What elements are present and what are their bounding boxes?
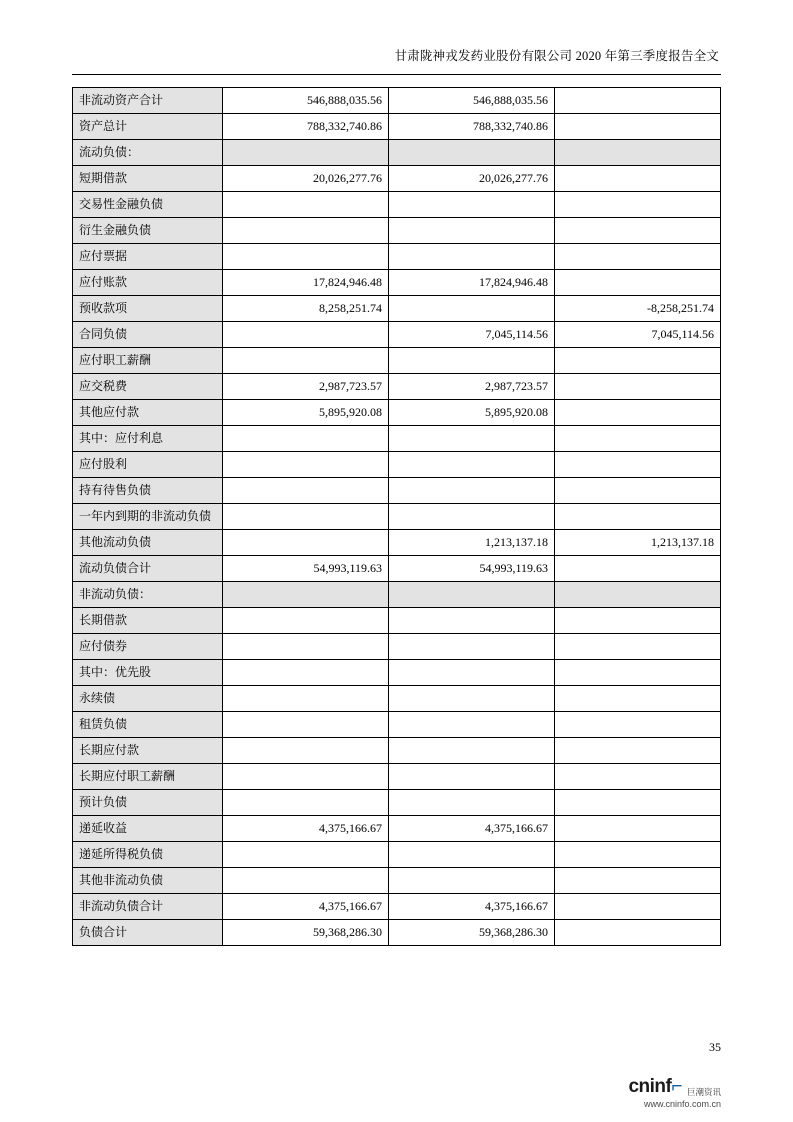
table-row <box>73 659 721 685</box>
row-value-4 <box>555 87 721 113</box>
row-value-2 <box>223 737 389 763</box>
row-value-4 <box>555 581 721 607</box>
footer-brand <box>628 1076 721 1109</box>
row-value-4 <box>555 789 721 815</box>
row-value-2 <box>223 347 389 373</box>
row-label: 衍生金融负债 <box>73 217 223 243</box>
row-value-3: 788,332,740.86 <box>389 113 555 139</box>
row-value-4 <box>555 165 721 191</box>
row-value-4 <box>555 633 721 659</box>
row-label: 其他流动负债 <box>73 529 223 555</box>
row-value-3: 20,026,277.76 <box>389 165 555 191</box>
table-row <box>73 87 721 113</box>
table-row <box>73 789 721 815</box>
table-row <box>73 165 721 191</box>
row-value-2: 20,026,277.76 <box>223 165 389 191</box>
row-value-4 <box>555 763 721 789</box>
row-value-3 <box>389 477 555 503</box>
row-value-3 <box>389 139 555 165</box>
row-value-3: 4,375,166.67 <box>389 815 555 841</box>
row-value-2 <box>223 191 389 217</box>
row-value-4 <box>555 477 721 503</box>
row-value-3 <box>389 789 555 815</box>
table-row <box>73 555 721 581</box>
row-value-2: 788,332,740.86 <box>223 113 389 139</box>
row-label: 长期应付职工薪酬 <box>73 763 223 789</box>
row-value-2 <box>223 321 389 347</box>
row-value-2: 8,258,251.74 <box>223 295 389 321</box>
row-value-3 <box>389 659 555 685</box>
row-value-2 <box>223 841 389 867</box>
row-label: 预收款项 <box>73 295 223 321</box>
page-header <box>72 0 721 70</box>
table-row <box>73 347 721 373</box>
brand-url: www.cninfo.com.cn <box>643 1098 721 1109</box>
table-row <box>73 503 721 529</box>
row-value-2 <box>223 685 389 711</box>
table-row <box>73 711 721 737</box>
row-value-2: 59,368,286.30 <box>223 919 389 945</box>
row-value-3: 59,368,286.30 <box>389 919 555 945</box>
row-value-3 <box>389 607 555 633</box>
row-value-4 <box>555 607 721 633</box>
row-label: 流动负债： <box>73 139 223 165</box>
row-label: 一年内到期的非流动负债 <box>73 503 223 529</box>
row-label: 非流动负债合计 <box>73 893 223 919</box>
row-value-4 <box>555 893 721 919</box>
row-value-4 <box>555 243 721 269</box>
row-value-3 <box>389 503 555 529</box>
row-value-3: 5,895,920.08 <box>389 399 555 425</box>
row-label: 应付账款 <box>73 269 223 295</box>
row-label: 非流动负债： <box>73 581 223 607</box>
table-row <box>73 139 721 165</box>
row-value-3: 54,993,119.63 <box>389 555 555 581</box>
table-row <box>73 607 721 633</box>
row-label: 短期借款 <box>73 165 223 191</box>
row-value-4 <box>555 425 721 451</box>
row-value-2: 4,375,166.67 <box>223 893 389 919</box>
row-label: 预计负债 <box>73 789 223 815</box>
row-value-3 <box>389 841 555 867</box>
row-label: 其中：优先股 <box>73 659 223 685</box>
row-value-2: 17,824,946.48 <box>223 269 389 295</box>
table-row <box>73 867 721 893</box>
row-value-4 <box>555 139 721 165</box>
row-value-4: 7,045,114.56 <box>555 321 721 347</box>
row-label: 其他非流动负债 <box>73 867 223 893</box>
table-row <box>73 243 721 269</box>
table-row <box>73 269 721 295</box>
row-label: 交易性金融负债 <box>73 191 223 217</box>
row-value-3 <box>389 451 555 477</box>
table-row <box>73 477 721 503</box>
brand-subtitle: 巨潮资讯 <box>686 1087 721 1098</box>
table-row <box>73 399 721 425</box>
table-row <box>73 893 721 919</box>
row-value-3: 7,045,114.56 <box>389 321 555 347</box>
row-label: 流动负债合计 <box>73 555 223 581</box>
row-value-2 <box>223 217 389 243</box>
row-label: 资产总计 <box>73 113 223 139</box>
table-row <box>73 737 721 763</box>
header-title: 甘肃陇神戎发药业股份有限公司 2020 年第三季度报告全文 <box>394 49 719 63</box>
row-value-3 <box>389 243 555 269</box>
row-value-2 <box>223 711 389 737</box>
row-value-4 <box>555 373 721 399</box>
row-value-4 <box>555 451 721 477</box>
table-row <box>73 191 721 217</box>
row-value-4: -8,258,251.74 <box>555 295 721 321</box>
row-value-2 <box>223 659 389 685</box>
row-label: 租赁负债 <box>73 711 223 737</box>
row-value-3 <box>389 867 555 893</box>
row-label: 递延收益 <box>73 815 223 841</box>
row-value-4 <box>555 659 721 685</box>
row-value-2 <box>223 867 389 893</box>
row-value-3 <box>389 217 555 243</box>
row-label: 应付票据 <box>73 243 223 269</box>
row-label: 应付债券 <box>73 633 223 659</box>
row-value-2 <box>223 763 389 789</box>
row-value-2 <box>223 789 389 815</box>
row-value-4 <box>555 217 721 243</box>
table-row <box>73 451 721 477</box>
row-label: 长期应付款 <box>73 737 223 763</box>
row-value-3: 1,213,137.18 <box>389 529 555 555</box>
table-row <box>73 295 721 321</box>
row-label: 应付职工薪酬 <box>73 347 223 373</box>
row-value-2 <box>223 425 389 451</box>
table-row <box>73 425 721 451</box>
row-value-4 <box>555 503 721 529</box>
row-value-3: 17,824,946.48 <box>389 269 555 295</box>
row-label: 合同负债 <box>73 321 223 347</box>
row-value-2 <box>223 503 389 529</box>
row-value-4: 1,213,137.18 <box>555 529 721 555</box>
balance-sheet-table <box>72 87 721 946</box>
row-value-2 <box>223 607 389 633</box>
row-value-4 <box>555 685 721 711</box>
brand-logo: cninf⌐ <box>628 1076 682 1097</box>
row-value-3 <box>389 763 555 789</box>
header-divider <box>72 74 721 75</box>
row-label: 递延所得税负债 <box>73 841 223 867</box>
table-row <box>73 321 721 347</box>
row-value-4 <box>555 841 721 867</box>
row-value-3 <box>389 711 555 737</box>
row-value-2: 546,888,035.56 <box>223 87 389 113</box>
row-value-4 <box>555 191 721 217</box>
row-value-3 <box>389 737 555 763</box>
page-number: 35 <box>709 1040 721 1054</box>
row-value-2 <box>223 581 389 607</box>
table-row <box>73 685 721 711</box>
row-value-2 <box>223 529 389 555</box>
row-value-4 <box>555 269 721 295</box>
row-value-2: 54,993,119.63 <box>223 555 389 581</box>
row-label: 其他应付款 <box>73 399 223 425</box>
row-label: 长期借款 <box>73 607 223 633</box>
row-label: 永续债 <box>73 685 223 711</box>
row-value-4 <box>555 113 721 139</box>
row-label: 应交税费 <box>73 373 223 399</box>
row-label: 非流动资产合计 <box>73 87 223 113</box>
row-value-3: 4,375,166.67 <box>389 893 555 919</box>
row-value-4 <box>555 815 721 841</box>
row-value-3 <box>389 685 555 711</box>
row-value-3 <box>389 633 555 659</box>
table-row <box>73 841 721 867</box>
row-value-3 <box>389 295 555 321</box>
row-value-4 <box>555 737 721 763</box>
row-label: 负债合计 <box>73 919 223 945</box>
brand-logo-text: cninf <box>628 1076 672 1097</box>
row-label: 应付股利 <box>73 451 223 477</box>
row-value-2 <box>223 139 389 165</box>
table-row <box>73 763 721 789</box>
row-value-2: 5,895,920.08 <box>223 399 389 425</box>
row-value-3 <box>389 191 555 217</box>
table-row <box>73 529 721 555</box>
row-value-2: 2,987,723.57 <box>223 373 389 399</box>
table-row <box>73 919 721 945</box>
row-value-3 <box>389 581 555 607</box>
table-row <box>73 113 721 139</box>
table-row <box>73 581 721 607</box>
table-row <box>73 217 721 243</box>
table-row <box>73 373 721 399</box>
row-label: 持有待售负债 <box>73 477 223 503</box>
row-label: 其中：应付利息 <box>73 425 223 451</box>
row-value-4 <box>555 399 721 425</box>
table-row <box>73 633 721 659</box>
row-value-3: 2,987,723.57 <box>389 373 555 399</box>
row-value-2 <box>223 633 389 659</box>
row-value-4 <box>555 919 721 945</box>
row-value-2: 4,375,166.67 <box>223 815 389 841</box>
row-value-3: 546,888,035.56 <box>389 87 555 113</box>
row-value-2 <box>223 243 389 269</box>
row-value-4 <box>555 867 721 893</box>
row-value-2 <box>223 451 389 477</box>
row-value-3 <box>389 347 555 373</box>
row-value-4 <box>555 555 721 581</box>
row-value-4 <box>555 711 721 737</box>
row-value-3 <box>389 425 555 451</box>
table-row <box>73 815 721 841</box>
row-value-4 <box>555 347 721 373</box>
row-value-2 <box>223 477 389 503</box>
